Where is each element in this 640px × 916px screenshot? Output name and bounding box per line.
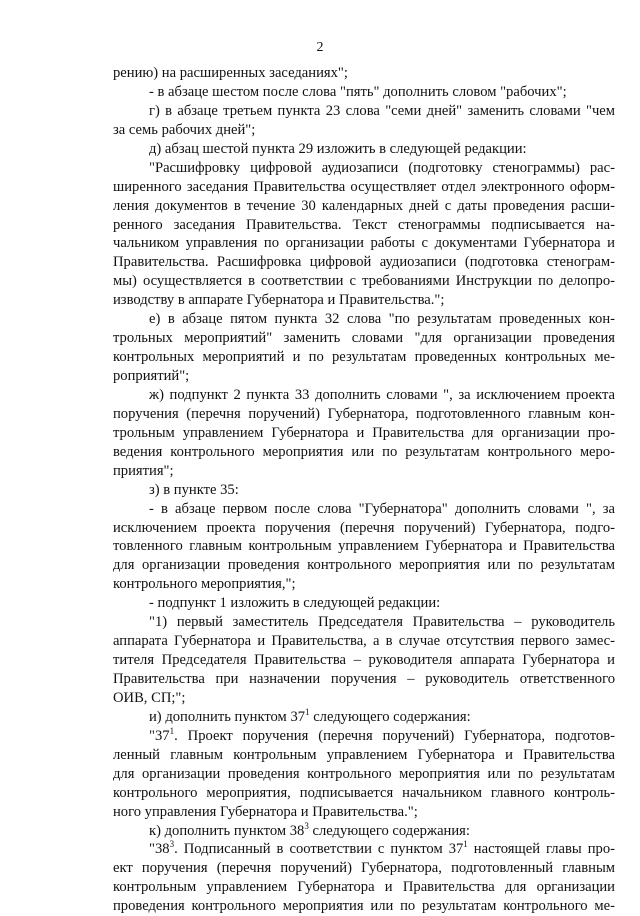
superscript: 3 — [169, 839, 175, 850]
text-line: контрольных мероприятий и по результатам проведенных контрольных ме- — [113, 349, 615, 366]
text-line: е) в абзаце пятом пункта 32 слова "по результатам проведенных кон- — [149, 311, 615, 328]
text-line: г) в абзаце третьем пункта 23 слова "семи дней" заменить словами "чем — [149, 102, 615, 119]
text-line: товленного главным контрольным управлением Губернатора и Правительства — [113, 538, 615, 555]
document-body — [113, 64, 615, 916]
text-line: ширенного заседания Правительства осуществляет отдел электронного оформ- — [113, 178, 615, 195]
text-line: трольным управлением Губернатора и Правительства для организации про- — [113, 424, 615, 441]
text-line: "$38^3$. Подписанный в соответствии с пунктом $37^1$ настоящей главы про- — [149, 839, 616, 858]
text-line: исключением проекта поручения (перечня поручений) Губернатора, подго- — [113, 519, 615, 536]
text-line: контрольного мероприятия, подписывается начальником главного контроль- — [113, 784, 615, 801]
text-line: контрольным управлением Губернатора и Правительства для организации — [113, 879, 615, 896]
text-line: ренного заседания Правительства. Текст стенограммы подписывается на- — [113, 216, 615, 233]
text-line: роприятий"; — [113, 368, 190, 384]
text-line: приятия"; — [113, 462, 174, 479]
text-line: "Расшифровку цифровой аудиозаписи (подготовку стенограммы) рас- — [149, 159, 615, 176]
text-line: Правительства при назначении поручения – руководитель ответственного — [113, 671, 615, 687]
text-line: тителя Председателя Правительства – руководителя аппарата Губернатора и — [113, 652, 615, 669]
text-line: ного управления Губернатора и Правительства."; — [113, 803, 418, 820]
text-line: - подпункт 1 изложить в следующей редакции: — [149, 595, 441, 612]
text-line: ведения контрольного мероприятия или по результатам контрольного меро- — [113, 443, 615, 460]
text-line: ж) подпункт 2 пункта 33 дополнить словами ", за исключением проекта — [149, 386, 615, 403]
text-line: мы) осуществляется в соответствии с требованиями Инструкции по делопро- — [113, 273, 615, 290]
text-line: ект поручения (перечня поручений) Губернатора, подготовленный главным — [113, 860, 615, 877]
text-line: чальником управления по организации работы с документами Губернатора и — [113, 235, 615, 252]
text-line: ОИВ, СП;"; — [113, 689, 186, 706]
text-line: ления документов в течение 30 календарных дней с даты проведения расши- — [113, 197, 615, 214]
text-line: ленный главным контрольным управлением Губернатора и Правительства — [113, 746, 615, 763]
superscript: 1 — [463, 839, 468, 850]
text-line: проведения контрольного мероприятия или по результатам контрольного ме- — [113, 898, 615, 915]
text-line: поручения (перечня поручений) Губернатора, подготовленного главным кон- — [113, 405, 615, 422]
text-line: д) абзац шестой пункта 29 изложить в следующей редакции: — [149, 140, 527, 157]
text-line: для организации проведения контрольного мероприятия или по результатам — [113, 557, 615, 574]
text-line: аппарата Губернатора и Правительства, а в случае отсутствия первого замес- — [113, 633, 615, 650]
text-line: к) дополнить пунктом $38^3$ следующего содержания: — [149, 820, 470, 839]
text-line: для организации проведения контрольного мероприятия или по результатам — [113, 765, 615, 782]
text-line: изводству в аппарате Губернатора и Правительства."; — [113, 292, 445, 309]
text-line: рению) на расширенных заседаниях"; — [113, 65, 348, 81]
text-line: з) в пункте 35: — [149, 481, 239, 498]
page-number: 2 — [316, 40, 324, 55]
text-line: за семь рабочих дней"; — [113, 121, 256, 138]
text-line: "$37^1$. Проект поручения (перечня поручений) Губернатора, подготов- — [149, 725, 615, 744]
text-line: трольных мероприятий" заменить словами "для организации проведения — [113, 330, 615, 347]
superscript: 3 — [304, 820, 309, 831]
superscript: 1 — [305, 707, 310, 718]
text-line: Правительства. Расшифровка цифровой аудиозаписи (подготовка стенограм- — [113, 254, 615, 271]
text-line: контрольного мероприятия,"; — [113, 576, 296, 593]
text-line: - в абзаце шестом после слова "пять" дополнить словом "рабочих"; — [149, 83, 567, 100]
superscript: 1 — [169, 725, 175, 736]
text-line: - в абзаце первом после слова "Губернатора" дополнить словами ", за — [149, 500, 615, 517]
text-line: и) дополнить пунктом $37^1$ следующего содержания: — [149, 707, 471, 725]
text-line: "1) первый заместитель Председателя Правительства – руководитель — [149, 614, 615, 631]
